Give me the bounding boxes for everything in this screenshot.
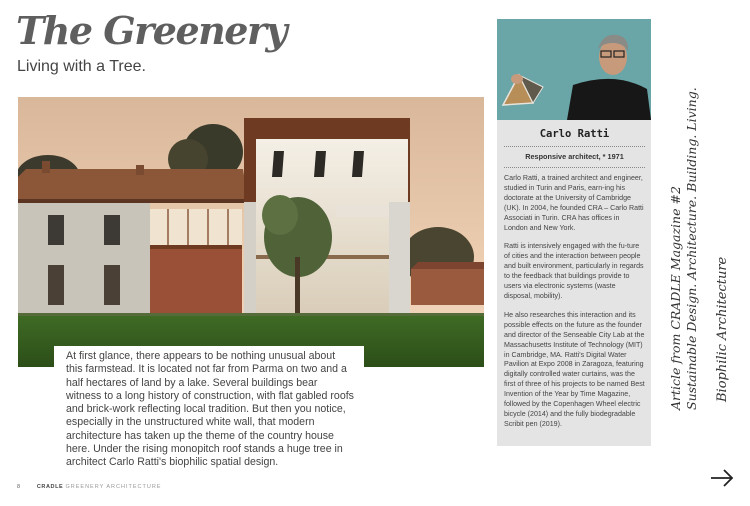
magazine-source: Article from CRADLE Magazine #2 bbox=[668, 186, 683, 410]
architect-name: Carlo Ratti bbox=[504, 128, 645, 147]
page-title: The Greenery bbox=[16, 8, 287, 53]
bio-paragraph: Ratti is intensively engaged with the fu-ture of cities and the interaction between people and built environment, particularly in regards to the feedback that buildings provide to users via electronic systems (waste disposal, mobility). bbox=[504, 242, 644, 300]
footer-section: GREENERY ARCHITECTURE bbox=[65, 484, 162, 490]
page-footer bbox=[17, 484, 161, 490]
architect-profile-card bbox=[497, 120, 651, 446]
house-photo bbox=[18, 97, 484, 367]
bio-paragraph: He also researches this interaction and its possible effects on the future as the founder and director of the Senseable City Lab at the Massachusetts Institute of Technology (MIT) in Cambridge, MA. Ratti's Digital Water Pavilion at Expo 2008 in Zaragoza, featuring digitally controlled water curtains, was the first of three of his projects to be named Best Invention of the Year by Time Magazine, followed by the Copenhagen Wheel electric bicycle (2014) and the fully biodegradable Scribit pen (2019). bbox=[504, 310, 645, 428]
architect-role: Responsive architect, * 1971 bbox=[504, 147, 645, 168]
intro-paragraph: At first glance, there appears to be nothing unusual about this farmstead. It is located not far from Parma on two and a half hectares of land by a lake. Several buildings bear witness to a long history of construction, with flat gabled roofs and brick-work reflecting local tradition. But then you notice, especially in the unstructured white wall, that modern architecture has taken up the theme of the country house here. Under the rising monopitch roof stands a huge tree in architect Carlo Ratti's biophilic spatial design. bbox=[54, 346, 364, 470]
article-category: Biophilic Architecture bbox=[715, 256, 730, 402]
footer-brand: CRADLE bbox=[36, 484, 64, 490]
page-subtitle: Living with a Tree. bbox=[17, 58, 146, 75]
bio-paragraph: Carlo Ratti, a trained architect and engineer, studied in Turin and Paris, earn-ing his doctorate at the University of Cambridge (UK). In 2004, he founded CRA – Carlo Ratti Associati in Turin. CRA has offices in London and New York. bbox=[504, 174, 644, 232]
architect-portrait bbox=[497, 19, 651, 120]
magazine-tagline: Sustainable Design. Architecture. Building. Living. bbox=[684, 87, 699, 410]
page-number: 8 bbox=[17, 484, 21, 490]
arrow-right-icon[interactable] bbox=[709, 468, 735, 488]
